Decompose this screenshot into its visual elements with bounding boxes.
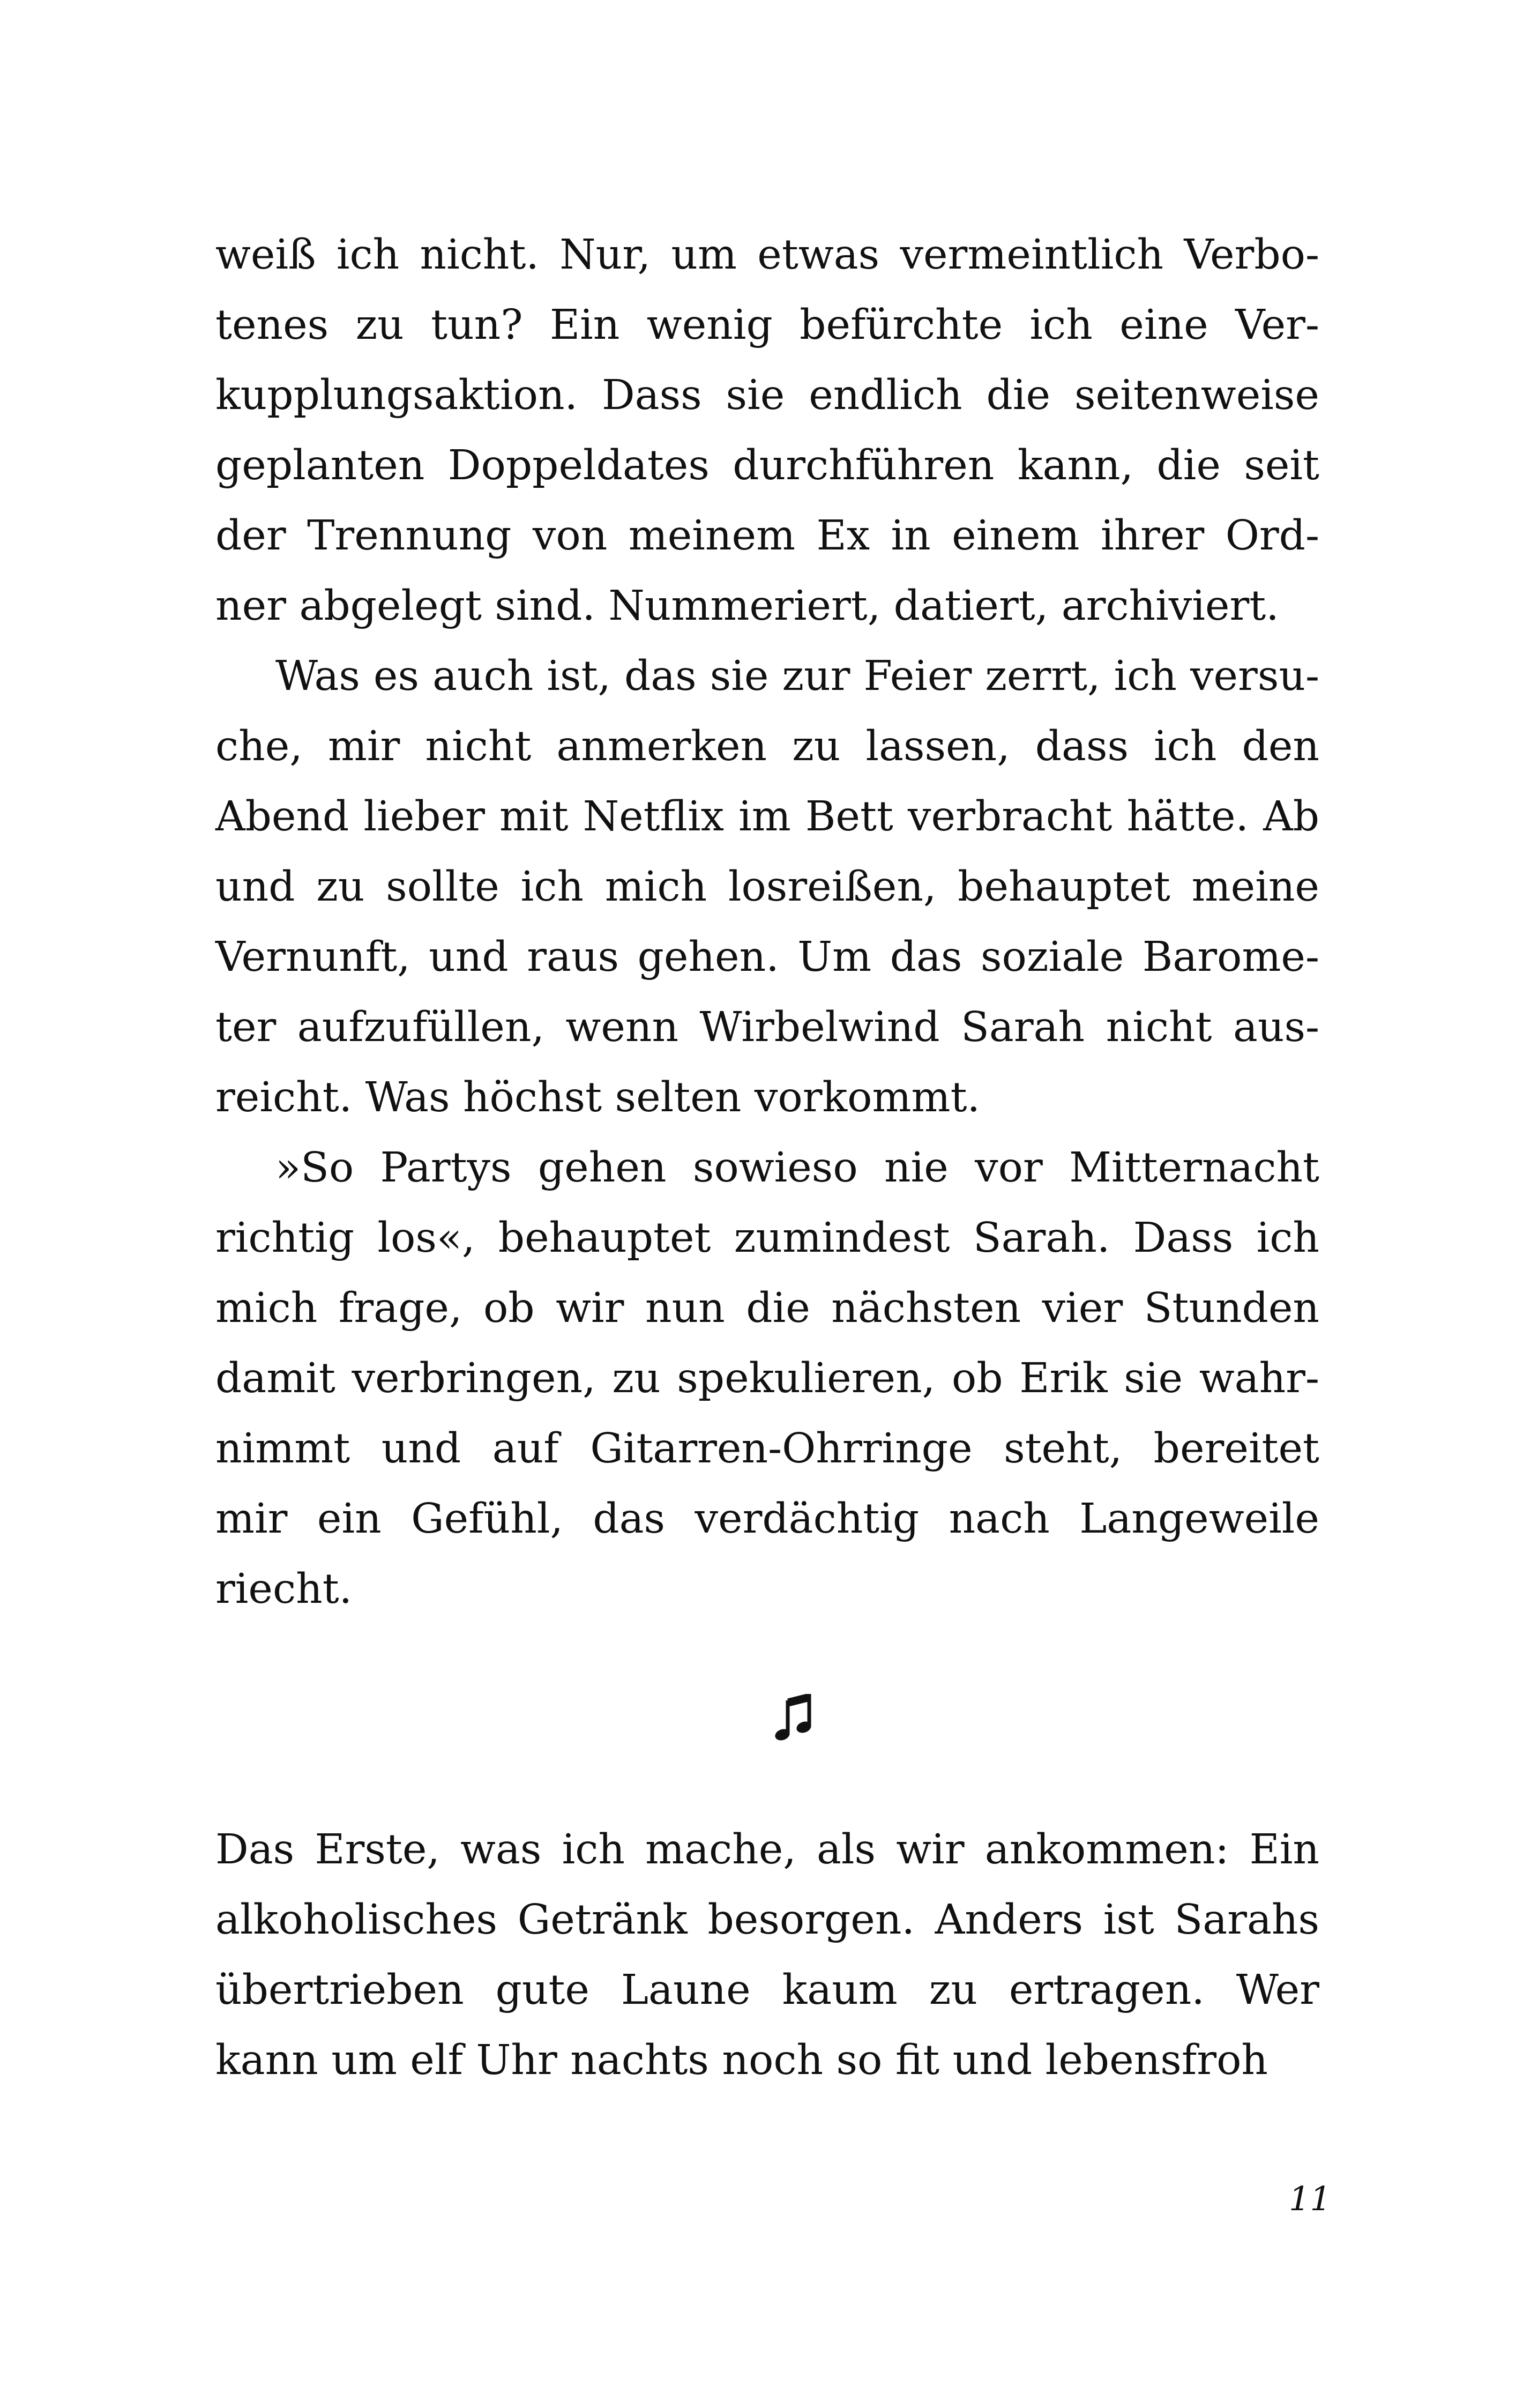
text-line: ner abgelegt sind. Nummeriert, datiert, archiviert. <box>215 582 1279 630</box>
text-line: nimmt und auf Gitarren-Ohrringe steht, bereitet <box>215 1425 1319 1473</box>
text-line: damit verbringen, zu spekulieren, ob Erik sie wahr- <box>215 1355 1319 1402</box>
text-block-bottom <box>215 1815 1319 2095</box>
text-line: mir ein Gefühl, das verdächtig nach Langeweile <box>215 1495 1319 1543</box>
text-line: richtig los«, behauptet zumindest Sarah. Dass ich <box>215 1214 1319 1262</box>
text-line: »So Partys gehen sowieso nie vor Mitternacht <box>275 1144 1319 1192</box>
text-line: che, mir nicht anmerken zu lassen, dass ich den <box>215 723 1319 770</box>
text-line: weiß ich nicht. Nur, um etwas vermeintlich Verbo- <box>215 231 1319 279</box>
text-line: tenes zu tun? Ein wenig befürchte ich eine Ver- <box>215 301 1319 349</box>
text-line: ter aufzufüllen, wenn Wirbelwind Sarah nicht aus- <box>215 1004 1319 1051</box>
text-line: riecht. <box>215 1565 353 1613</box>
text-line: und zu sollte ich mich losreißen, behauptet meine <box>215 863 1319 911</box>
text-line: Das Erste, was ich mache, als wir ankommen: Ein <box>215 1826 1319 1874</box>
text-line: Was es auch ist, das sie zur Feier zerrt, ich versu- <box>275 652 1319 700</box>
text-line: reicht. Was höchst selten vorkommt. <box>215 1074 980 1121</box>
page-number: 11 <box>1289 2179 1331 2218</box>
text-block-top <box>215 220 1319 1624</box>
music-note-icon <box>772 1694 815 1748</box>
text-line: der Trennung von meinem Ex in einem ihrer Ord- <box>215 512 1319 560</box>
text-line: mich frage, ob wir nun die nächsten vier Stunden <box>215 1284 1319 1332</box>
text-line: geplanten Doppeldates durchführen kann, die seit <box>215 442 1319 489</box>
text-line: kann um elf Uhr nachts noch so fit und lebensfroh <box>215 2037 1268 2084</box>
text-line: Vernunft, und raus gehen. Um das soziale Barome- <box>215 933 1319 981</box>
text-line: Abend lieber mit Netflix im Bett verbracht hätte. Ab <box>215 793 1319 841</box>
text-line: alkoholisches Getränk besorgen. Anders ist Sarahs <box>215 1896 1319 1944</box>
text-line: kupplungsaktion. Dass sie endlich die seitenweise <box>215 371 1319 419</box>
text-line: übertrieben gute Laune kaum zu ertragen. Wer <box>215 1966 1319 2014</box>
section-separator <box>772 1694 815 1748</box>
